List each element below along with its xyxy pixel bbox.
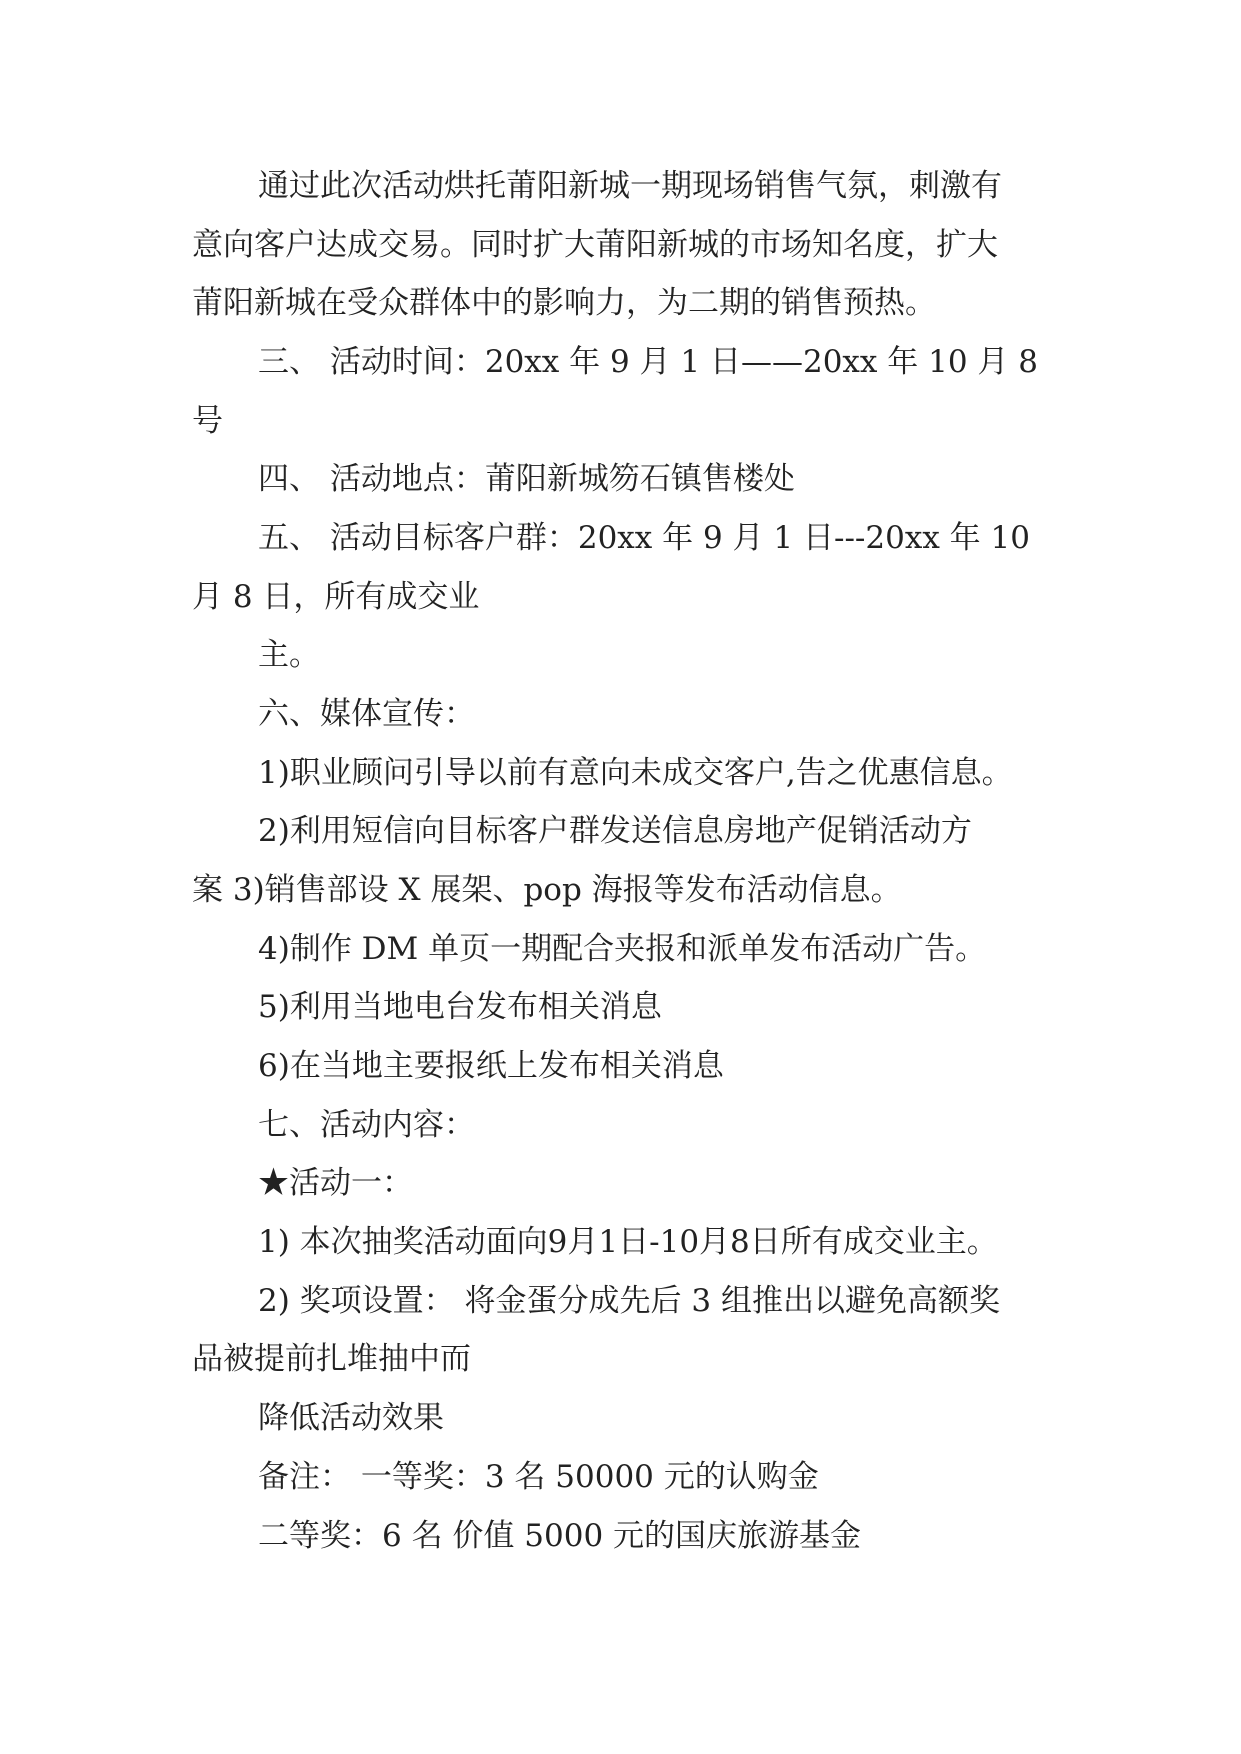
- line-text: 1) 本次抽奖活动面向9月1日-10月8日所有成交业主。: [258, 1224, 998, 1260]
- line-text: 通过此次活动烘托莆阳新城一期现场销售气氛，刺激有: [258, 168, 1002, 204]
- line-text: 降低活动效果: [258, 1400, 444, 1436]
- line-text: 二等奖：6 名 价值 5000 元的国庆旅游基金: [258, 1518, 862, 1554]
- section-heading-time: [0, 332, 1241, 392]
- paragraph-line: [0, 156, 1241, 216]
- paragraph-line: [0, 273, 1241, 333]
- line-text: 2)利用短信向目标客户群发送信息房地产促销活动方: [258, 813, 972, 849]
- line-text: 七、活动内容：: [258, 1107, 475, 1143]
- line-text: 主。: [258, 637, 320, 673]
- paragraph-line: [0, 1388, 1241, 1448]
- section-heading-location: [0, 449, 1241, 509]
- line-text: 号: [192, 403, 223, 439]
- line-text: 月 8 日，所有成交业: [192, 579, 480, 615]
- line-text: 四、 活动地点：莆阳新城笏石镇售楼处: [258, 461, 795, 497]
- line-text: 莆阳新城在受众群体中的影响力，为二期的销售预热。: [192, 285, 936, 321]
- paragraph-line: [0, 567, 1241, 627]
- list-item: [0, 743, 1241, 803]
- list-item: [0, 1036, 1241, 1096]
- prize-note-line: [0, 1447, 1241, 1507]
- line-text: 品被提前扎堆抽中而: [192, 1341, 471, 1377]
- line-text: 备注： 一等奖：3 名 50000 元的认购金: [258, 1459, 819, 1495]
- paragraph-line: [0, 215, 1241, 275]
- line-text: 三、 活动时间：20xx 年 9 月 1 日——20xx 年 10 月 8: [258, 344, 1038, 380]
- section-heading-content: [0, 1095, 1241, 1155]
- prize-note-line: [0, 1506, 1241, 1566]
- line-text: ★活动一：: [258, 1165, 413, 1201]
- list-item: [0, 919, 1241, 979]
- line-text: 2) 奖项设置： 将金蛋分成先后 3 组推出以避免高额奖: [258, 1283, 1000, 1319]
- paragraph-line: [0, 625, 1241, 685]
- paragraph-line: [0, 1329, 1241, 1389]
- list-item: [0, 977, 1241, 1037]
- line-text: 意向客户达成交易。同时扩大莆阳新城的市场知名度，扩大: [192, 227, 998, 263]
- line-text: 案 3)销售部设 X 展架、pop 海报等发布活动信息。: [192, 872, 902, 908]
- list-item: [0, 801, 1241, 861]
- list-item: [0, 1271, 1241, 1331]
- paragraph-line: [0, 391, 1241, 451]
- line-text: 1)职业顾问引导以前有意向未成交客户,告之优惠信息。: [258, 755, 1013, 791]
- list-item: [0, 860, 1241, 920]
- section-heading-target: [0, 508, 1241, 568]
- line-text: 5)利用当地电台发布相关消息: [258, 989, 662, 1025]
- activity-heading: [0, 1153, 1241, 1213]
- list-item: [0, 1212, 1241, 1272]
- line-text: 五、 活动目标客户群：20xx 年 9 月 1 日---20xx 年 10: [258, 520, 1030, 556]
- section-heading-media: [0, 684, 1241, 744]
- line-text: 6)在当地主要报纸上发布相关消息: [258, 1048, 724, 1084]
- line-text: 4)制作 DM 单页一期配合夹报和派单发布活动广告。: [258, 931, 987, 967]
- line-text: 六、媒体宣传：: [258, 696, 475, 732]
